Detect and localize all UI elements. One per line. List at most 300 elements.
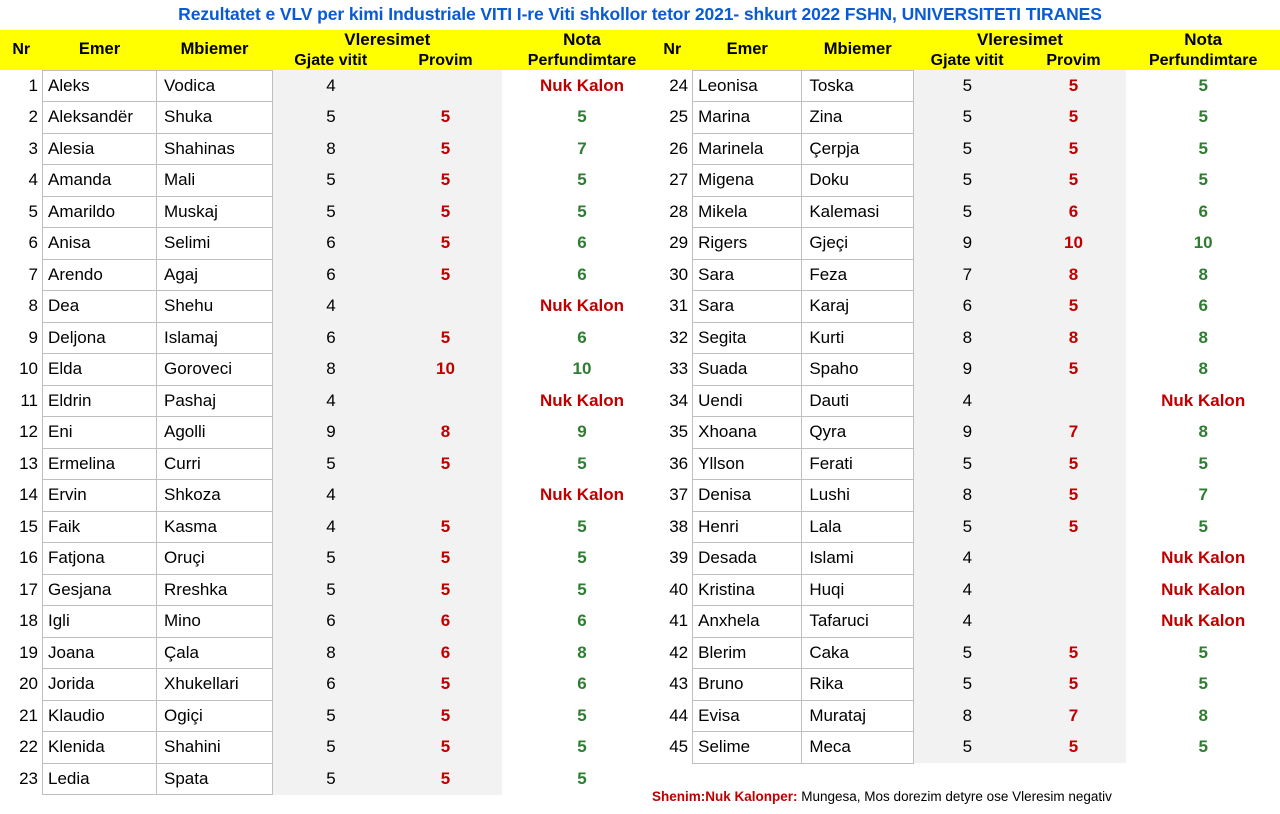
cell-provim bbox=[1021, 385, 1127, 417]
table-row bbox=[0, 637, 662, 669]
cell-gjate-vitit: 9 bbox=[914, 354, 1021, 386]
cell-emer: Selime bbox=[693, 732, 802, 764]
cell-nota-perfundimtare: 6 bbox=[502, 322, 662, 354]
table-row bbox=[652, 448, 1280, 480]
cell-emer: Rigers bbox=[693, 228, 802, 260]
cell-nr: 45 bbox=[652, 732, 693, 764]
cell-provim: 5 bbox=[389, 102, 502, 134]
cell-provim: 6 bbox=[389, 606, 502, 638]
cell-provim bbox=[1021, 574, 1127, 606]
cell-emer: Ledia bbox=[43, 763, 157, 795]
cell-nota-perfundimtare: 5 bbox=[502, 700, 662, 732]
cell-provim: 5 bbox=[1021, 102, 1127, 134]
cell-nota-perfundimtare: 7 bbox=[502, 133, 662, 165]
cell-mbiemer: Rreshka bbox=[157, 574, 273, 606]
cell-nr: 19 bbox=[0, 637, 43, 669]
cell-gjate-vitit: 5 bbox=[914, 448, 1021, 480]
cell-nota-perfundimtare: 5 bbox=[1126, 133, 1280, 165]
table-row bbox=[0, 291, 662, 323]
cell-nota-perfundimtare: 6 bbox=[502, 669, 662, 701]
cell-nota-perfundimtare: Nuk Kalon bbox=[502, 480, 662, 512]
cell-provim bbox=[1021, 543, 1127, 575]
table-row bbox=[652, 385, 1280, 417]
cell-emer: Sara bbox=[693, 291, 802, 323]
cell-nota-perfundimtare: 5 bbox=[502, 543, 662, 575]
cell-nr: 2 bbox=[0, 102, 43, 134]
cell-nr: 9 bbox=[0, 322, 43, 354]
cell-provim: 5 bbox=[1021, 133, 1127, 165]
cell-nr: 35 bbox=[652, 417, 693, 449]
cell-gjate-vitit: 9 bbox=[914, 417, 1021, 449]
cell-mbiemer: Qyra bbox=[802, 417, 914, 449]
table-row bbox=[652, 228, 1280, 260]
cell-mbiemer: Spata bbox=[157, 763, 273, 795]
cell-nr: 25 bbox=[652, 102, 693, 134]
cell-emer: Yllson bbox=[693, 448, 802, 480]
cell-gjate-vitit: 5 bbox=[914, 102, 1021, 134]
table-row bbox=[0, 322, 662, 354]
cell-provim: 5 bbox=[1021, 732, 1127, 764]
cell-emer: Xhoana bbox=[693, 417, 802, 449]
cell-nr: 37 bbox=[652, 480, 693, 512]
cell-nota-perfundimtare: 5 bbox=[502, 102, 662, 134]
cell-emer: Sara bbox=[693, 259, 802, 291]
cell-gjate-vitit: 5 bbox=[273, 196, 390, 228]
header-mbiemer: Mbiemer bbox=[157, 30, 273, 70]
cell-emer: Deljona bbox=[43, 322, 157, 354]
cell-nota-perfundimtare: 8 bbox=[1126, 259, 1280, 291]
cell-mbiemer: Shehu bbox=[157, 291, 273, 323]
cell-mbiemer: Lushi bbox=[802, 480, 914, 512]
cell-nr: 6 bbox=[0, 228, 43, 260]
cell-gjate-vitit: 5 bbox=[273, 763, 390, 795]
cell-nota-perfundimtare: 5 bbox=[1126, 637, 1280, 669]
table-row bbox=[652, 102, 1280, 134]
cell-mbiemer: Shahini bbox=[157, 732, 273, 764]
cell-gjate-vitit: 4 bbox=[914, 574, 1021, 606]
table-row bbox=[652, 732, 1280, 764]
cell-provim: 5 bbox=[389, 196, 502, 228]
cell-gjate-vitit: 8 bbox=[273, 354, 390, 386]
cell-provim: 10 bbox=[389, 354, 502, 386]
cell-gjate-vitit: 5 bbox=[273, 732, 390, 764]
table-row bbox=[652, 417, 1280, 449]
cell-mbiemer: Feza bbox=[802, 259, 914, 291]
table-row bbox=[652, 259, 1280, 291]
table-row bbox=[0, 448, 662, 480]
table-row bbox=[652, 133, 1280, 165]
cell-nota-perfundimtare: 5 bbox=[1126, 165, 1280, 197]
cell-provim bbox=[389, 385, 502, 417]
header-provim: Provim bbox=[1021, 52, 1127, 70]
cell-mbiemer: Ferati bbox=[802, 448, 914, 480]
table-row bbox=[652, 669, 1280, 701]
cell-gjate-vitit: 8 bbox=[914, 322, 1021, 354]
cell-mbiemer: Ogiçi bbox=[157, 700, 273, 732]
cell-provim: 8 bbox=[1021, 322, 1127, 354]
cell-emer: Arendo bbox=[43, 259, 157, 291]
cell-nr: 12 bbox=[0, 417, 43, 449]
cell-mbiemer: Selimi bbox=[157, 228, 273, 260]
cell-mbiemer: Shahinas bbox=[157, 133, 273, 165]
cell-emer: Anisa bbox=[43, 228, 157, 260]
header-gjate-vitit: Gjate vitit bbox=[273, 52, 390, 70]
table-row bbox=[0, 669, 662, 701]
cell-nota-perfundimtare: 5 bbox=[502, 511, 662, 543]
cell-nr: 23 bbox=[0, 763, 43, 795]
table-row bbox=[0, 70, 662, 102]
cell-nr: 43 bbox=[652, 669, 693, 701]
cell-gjate-vitit: 4 bbox=[914, 543, 1021, 575]
table-row bbox=[652, 196, 1280, 228]
cell-mbiemer: Islamaj bbox=[157, 322, 273, 354]
cell-mbiemer: Muskaj bbox=[157, 196, 273, 228]
cell-provim: 5 bbox=[389, 259, 502, 291]
cell-nr: 7 bbox=[0, 259, 43, 291]
cell-nota-perfundimtare: 8 bbox=[1126, 417, 1280, 449]
cell-provim: 5 bbox=[389, 574, 502, 606]
cell-provim: 5 bbox=[1021, 291, 1127, 323]
cell-nr: 40 bbox=[652, 574, 693, 606]
cell-provim: 5 bbox=[1021, 511, 1127, 543]
cell-nota-perfundimtare: 7 bbox=[1126, 480, 1280, 512]
table-row bbox=[0, 385, 662, 417]
cell-emer: Dea bbox=[43, 291, 157, 323]
cell-emer: Bruno bbox=[693, 669, 802, 701]
cell-gjate-vitit: 4 bbox=[914, 385, 1021, 417]
cell-mbiemer: Agolli bbox=[157, 417, 273, 449]
cell-provim: 5 bbox=[1021, 354, 1127, 386]
cell-nota-perfundimtare: Nuk Kalon bbox=[1126, 574, 1280, 606]
cell-provim: 5 bbox=[389, 228, 502, 260]
cell-emer: Ermelina bbox=[43, 448, 157, 480]
table-row bbox=[0, 574, 662, 606]
cell-nota-perfundimtare: 6 bbox=[502, 259, 662, 291]
table-row bbox=[652, 322, 1280, 354]
cell-nota-perfundimtare: 5 bbox=[1126, 511, 1280, 543]
cell-mbiemer: Agaj bbox=[157, 259, 273, 291]
cell-emer: Joana bbox=[43, 637, 157, 669]
cell-provim: 5 bbox=[1021, 637, 1127, 669]
cell-emer: Blerim bbox=[693, 637, 802, 669]
table-row bbox=[652, 511, 1280, 543]
cell-gjate-vitit: 9 bbox=[273, 417, 390, 449]
header-perfundimtare: Perfundimtare bbox=[502, 52, 662, 70]
cell-provim: 5 bbox=[389, 448, 502, 480]
cell-provim: 5 bbox=[389, 732, 502, 764]
table-row bbox=[652, 700, 1280, 732]
cell-mbiemer: Curri bbox=[157, 448, 273, 480]
cell-emer: Eni bbox=[43, 417, 157, 449]
table-body-right bbox=[652, 70, 1280, 763]
cell-gjate-vitit: 6 bbox=[914, 291, 1021, 323]
cell-gjate-vitit: 4 bbox=[273, 291, 390, 323]
cell-emer: Faik bbox=[43, 511, 157, 543]
cell-nr: 28 bbox=[652, 196, 693, 228]
cell-provim: 5 bbox=[389, 763, 502, 795]
cell-emer: Gesjana bbox=[43, 574, 157, 606]
cell-mbiemer: Pashaj bbox=[157, 385, 273, 417]
cell-gjate-vitit: 4 bbox=[273, 70, 390, 102]
cell-emer: Leonisa bbox=[693, 70, 802, 102]
cell-nr: 31 bbox=[652, 291, 693, 323]
cell-mbiemer: Goroveci bbox=[157, 354, 273, 386]
cell-nr: 8 bbox=[0, 291, 43, 323]
cell-gjate-vitit: 8 bbox=[914, 700, 1021, 732]
cell-nr: 44 bbox=[652, 700, 693, 732]
header-group-vleresimet: Vleresimet bbox=[914, 30, 1127, 52]
cell-provim: 10 bbox=[1021, 228, 1127, 260]
cell-nr: 15 bbox=[0, 511, 43, 543]
cell-provim: 8 bbox=[1021, 259, 1127, 291]
cell-mbiemer: Kasma bbox=[157, 511, 273, 543]
table-header-right bbox=[652, 30, 1280, 70]
cell-emer: Desada bbox=[693, 543, 802, 575]
cell-gjate-vitit: 5 bbox=[914, 196, 1021, 228]
cell-emer: Mikela bbox=[693, 196, 802, 228]
cell-mbiemer: Vodica bbox=[157, 70, 273, 102]
cell-nr: 20 bbox=[0, 669, 43, 701]
cell-nota-perfundimtare: 5 bbox=[1126, 669, 1280, 701]
cell-nota-perfundimtare: Nuk Kalon bbox=[502, 70, 662, 102]
cell-emer: Igli bbox=[43, 606, 157, 638]
header-group-vleresimet: Vleresimet bbox=[273, 30, 503, 52]
cell-gjate-vitit: 4 bbox=[914, 606, 1021, 638]
cell-provim: 6 bbox=[389, 637, 502, 669]
cell-mbiemer: Doku bbox=[802, 165, 914, 197]
cell-nr: 27 bbox=[652, 165, 693, 197]
cell-provim: 5 bbox=[389, 669, 502, 701]
table-row bbox=[0, 354, 662, 386]
cell-mbiemer: Shuka bbox=[157, 102, 273, 134]
table-row bbox=[0, 480, 662, 512]
cell-nr: 42 bbox=[652, 637, 693, 669]
cell-nota-perfundimtare: 5 bbox=[502, 165, 662, 197]
cell-gjate-vitit: 8 bbox=[273, 637, 390, 669]
cell-provim bbox=[1021, 606, 1127, 638]
cell-nr: 1 bbox=[0, 70, 43, 102]
cell-provim bbox=[389, 291, 502, 323]
cell-gjate-vitit: 4 bbox=[273, 385, 390, 417]
cell-nota-perfundimtare: 6 bbox=[502, 606, 662, 638]
table-row bbox=[0, 259, 662, 291]
cell-gjate-vitit: 5 bbox=[914, 511, 1021, 543]
cell-emer: Alesia bbox=[43, 133, 157, 165]
cell-emer: Fatjona bbox=[43, 543, 157, 575]
cell-gjate-vitit: 5 bbox=[914, 669, 1021, 701]
cell-emer: Amanda bbox=[43, 165, 157, 197]
cell-nr: 34 bbox=[652, 385, 693, 417]
cell-mbiemer: Toska bbox=[802, 70, 914, 102]
cell-mbiemer: Zina bbox=[802, 102, 914, 134]
cell-gjate-vitit: 9 bbox=[914, 228, 1021, 260]
table-row bbox=[652, 291, 1280, 323]
cell-provim bbox=[389, 480, 502, 512]
cell-gjate-vitit: 5 bbox=[273, 165, 390, 197]
table-row bbox=[0, 606, 662, 638]
cell-mbiemer: Tafaruci bbox=[802, 606, 914, 638]
table-row bbox=[652, 354, 1280, 386]
cell-emer: Amarildo bbox=[43, 196, 157, 228]
header-emer: Emer bbox=[43, 30, 157, 70]
cell-emer: Henri bbox=[693, 511, 802, 543]
cell-mbiemer: Caka bbox=[802, 637, 914, 669]
cell-mbiemer: Gjeçi bbox=[802, 228, 914, 260]
cell-emer: Kristina bbox=[693, 574, 802, 606]
cell-gjate-vitit: 5 bbox=[914, 70, 1021, 102]
cell-gjate-vitit: 5 bbox=[914, 637, 1021, 669]
cell-nota-perfundimtare: Nuk Kalon bbox=[1126, 606, 1280, 638]
cell-provim: 5 bbox=[389, 543, 502, 575]
cell-nr: 29 bbox=[652, 228, 693, 260]
header-gjate-vitit: Gjate vitit bbox=[914, 52, 1021, 70]
cell-nr: 32 bbox=[652, 322, 693, 354]
cell-provim: 5 bbox=[389, 165, 502, 197]
cell-provim bbox=[389, 70, 502, 102]
cell-gjate-vitit: 5 bbox=[273, 574, 390, 606]
header-group-nota: Nota bbox=[502, 30, 662, 52]
cell-mbiemer: Huqi bbox=[802, 574, 914, 606]
table-row bbox=[652, 543, 1280, 575]
cell-mbiemer: Lala bbox=[802, 511, 914, 543]
table-row bbox=[652, 480, 1280, 512]
cell-nr: 10 bbox=[0, 354, 43, 386]
cell-mbiemer: Mino bbox=[157, 606, 273, 638]
cell-nr: 3 bbox=[0, 133, 43, 165]
cell-emer: Jorida bbox=[43, 669, 157, 701]
cell-gjate-vitit: 4 bbox=[273, 511, 390, 543]
cell-nota-perfundimtare: 10 bbox=[502, 354, 662, 386]
cell-nota-perfundimtare: 5 bbox=[1126, 102, 1280, 134]
cell-nr: 33 bbox=[652, 354, 693, 386]
cell-nota-perfundimtare: Nuk Kalon bbox=[1126, 385, 1280, 417]
cell-nota-perfundimtare: 8 bbox=[1126, 354, 1280, 386]
cell-provim: 5 bbox=[389, 322, 502, 354]
cell-emer: Aleksandër bbox=[43, 102, 157, 134]
cell-gjate-vitit: 6 bbox=[273, 606, 390, 638]
cell-mbiemer: Mali bbox=[157, 165, 273, 197]
cell-nr: 26 bbox=[652, 133, 693, 165]
header-nr: Nr bbox=[0, 30, 43, 70]
cell-nr: 13 bbox=[0, 448, 43, 480]
results-table-right bbox=[652, 30, 1280, 764]
cell-gjate-vitit: 5 bbox=[914, 165, 1021, 197]
table-row bbox=[0, 700, 662, 732]
cell-provim: 5 bbox=[389, 511, 502, 543]
cell-nota-perfundimtare: 5 bbox=[502, 574, 662, 606]
table-row bbox=[652, 606, 1280, 638]
header-group-nota: Nota bbox=[1126, 30, 1280, 52]
cell-nr: 16 bbox=[0, 543, 43, 575]
cell-gjate-vitit: 6 bbox=[273, 669, 390, 701]
cell-nota-perfundimtare: 5 bbox=[1126, 70, 1280, 102]
cell-nota-perfundimtare: Nuk Kalon bbox=[502, 385, 662, 417]
cell-gjate-vitit: 6 bbox=[273, 228, 390, 260]
cell-nr: 24 bbox=[652, 70, 693, 102]
cell-nr: 17 bbox=[0, 574, 43, 606]
table-row bbox=[0, 511, 662, 543]
header-emer: Emer bbox=[693, 30, 802, 70]
cell-gjate-vitit: 5 bbox=[273, 700, 390, 732]
cell-gjate-vitit: 8 bbox=[914, 480, 1021, 512]
cell-nota-perfundimtare: Nuk Kalon bbox=[1126, 543, 1280, 575]
footnote-text: Mungesa, Mos dorezim detyre ose Vleresim negativ bbox=[797, 789, 1112, 804]
cell-gjate-vitit: 6 bbox=[273, 322, 390, 354]
cell-provim: 5 bbox=[1021, 480, 1127, 512]
cell-nr: 39 bbox=[652, 543, 693, 575]
cell-nota-perfundimtare: 5 bbox=[502, 732, 662, 764]
cell-emer: Ervin bbox=[43, 480, 157, 512]
page-title: Rezultatet e VLV per kimi Industriale VITI I-re Viti shkollor tetor 2021- shkurt 2022 FSHN, UNIVERSITETI TIRANES bbox=[178, 4, 1102, 24]
table-row bbox=[652, 70, 1280, 102]
cell-provim: 5 bbox=[1021, 669, 1127, 701]
header-mbiemer: Mbiemer bbox=[802, 30, 914, 70]
header-provim: Provim bbox=[389, 52, 502, 70]
cell-provim: 5 bbox=[1021, 70, 1127, 102]
cell-mbiemer: Islami bbox=[802, 543, 914, 575]
cell-gjate-vitit: 5 bbox=[273, 448, 390, 480]
cell-mbiemer: Rika bbox=[802, 669, 914, 701]
cell-mbiemer: Spaho bbox=[802, 354, 914, 386]
table-row bbox=[652, 637, 1280, 669]
cell-nota-perfundimtare: 5 bbox=[502, 196, 662, 228]
cell-gjate-vitit: 5 bbox=[914, 133, 1021, 165]
cell-nota-perfundimtare: 8 bbox=[1126, 700, 1280, 732]
cell-provim: 7 bbox=[1021, 700, 1127, 732]
cell-nr: 11 bbox=[0, 385, 43, 417]
footnote-label: Shenim:Nuk Kalonper: bbox=[652, 789, 798, 804]
header-nr: Nr bbox=[652, 30, 693, 70]
cell-provim: 8 bbox=[389, 417, 502, 449]
table-row bbox=[0, 133, 662, 165]
cell-gjate-vitit: 8 bbox=[273, 133, 390, 165]
cell-provim: 6 bbox=[1021, 196, 1127, 228]
cell-mbiemer: Murataj bbox=[802, 700, 914, 732]
cell-mbiemer: Oruçi bbox=[157, 543, 273, 575]
cell-nota-perfundimtare: Nuk Kalon bbox=[502, 291, 662, 323]
cell-mbiemer: Shkoza bbox=[157, 480, 273, 512]
cell-nr: 22 bbox=[0, 732, 43, 764]
cell-mbiemer: Çala bbox=[157, 637, 273, 669]
cell-nr: 21 bbox=[0, 700, 43, 732]
cell-nr: 38 bbox=[652, 511, 693, 543]
cell-gjate-vitit: 4 bbox=[273, 480, 390, 512]
cell-nota-perfundimtare: 5 bbox=[1126, 448, 1280, 480]
table-row bbox=[0, 102, 662, 134]
table-row bbox=[0, 417, 662, 449]
table-row bbox=[652, 574, 1280, 606]
table-row bbox=[0, 165, 662, 197]
cell-nr: 18 bbox=[0, 606, 43, 638]
cell-provim: 5 bbox=[1021, 165, 1127, 197]
table-header-left bbox=[0, 30, 662, 70]
header-perfundimtare: Perfundimtare bbox=[1126, 52, 1280, 70]
cell-gjate-vitit: 5 bbox=[273, 102, 390, 134]
cell-emer: Segita bbox=[693, 322, 802, 354]
cell-emer: Marinela bbox=[693, 133, 802, 165]
cell-provim: 7 bbox=[1021, 417, 1127, 449]
cell-nota-perfundimtare: 5 bbox=[1126, 732, 1280, 764]
results-table-left-wrap bbox=[0, 30, 662, 795]
cell-gjate-vitit: 5 bbox=[273, 543, 390, 575]
cell-emer: Uendi bbox=[693, 385, 802, 417]
cell-mbiemer: Karaj bbox=[802, 291, 914, 323]
cell-emer: Elda bbox=[43, 354, 157, 386]
table-row bbox=[0, 763, 662, 795]
cell-nr: 36 bbox=[652, 448, 693, 480]
cell-nota-perfundimtare: 6 bbox=[1126, 196, 1280, 228]
table-row bbox=[652, 165, 1280, 197]
